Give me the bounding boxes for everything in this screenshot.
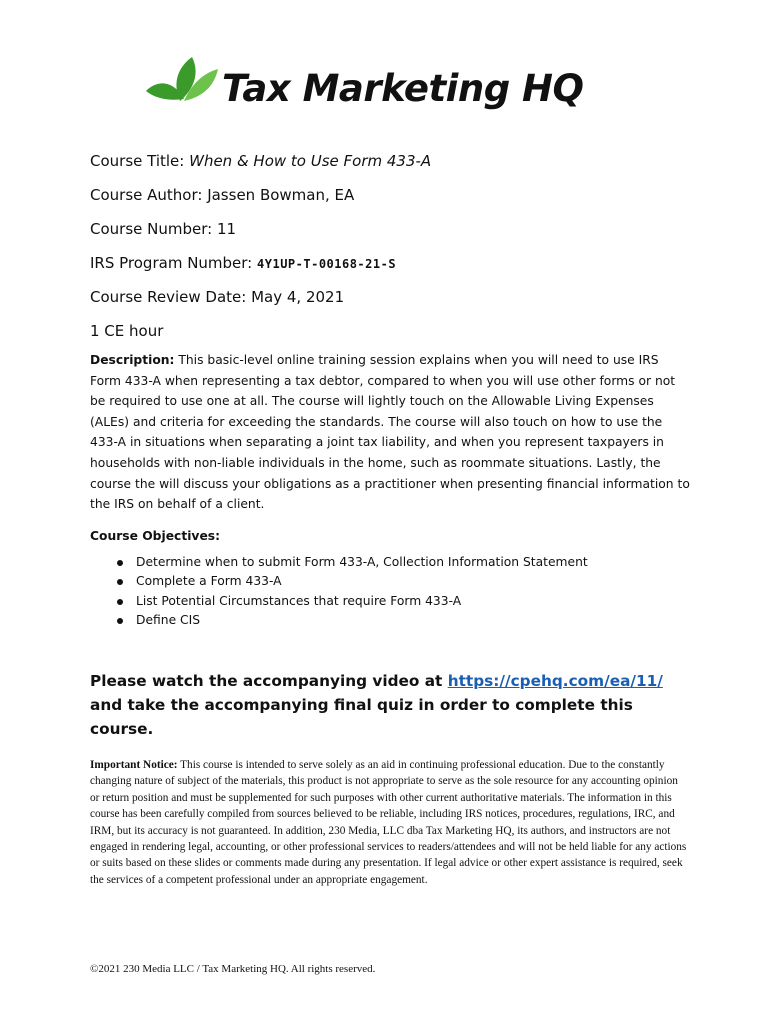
course-info: [90, 150, 690, 741]
description: [90, 350, 690, 515]
call-to-action: [90, 669, 690, 741]
description-text: This basic-level online training session explains when you will need to use IRS Form 433-A when representing a tax debtor, compared to when you will use other forms or not be required to use one at all. The course will lightly touch on the Allowable Living Expenses (ALEs) and criteria for exceeding the standards. The course will also touch on how to use the 433-A in situations when separating a joint tax liability, and when you represent taxpayers in households with non-liable individuals in the home, such as roommate situations. Lastly, the course the will discuss your obligations as a practitioner when presenting financial information to the IRS on behalf of a client.: [90, 353, 690, 512]
list-item: List Potential Circumstances that require Form 433-A: [136, 592, 690, 612]
logo: [140, 50, 640, 120]
notice-text: This course is intended to serve solely as an aid in continuing professional education. Due to the constantly changing nature of subject of the materials, this product is not appropriate to serve as the sole resource for any accounting opinion or return position and must be supplemented for such purposes with other current authoritative materials. The information in this course has been carefully compiled from sources believed to be reliable, including IRS notices, procedures, regulations, IRC, and IRM, but its accuracy is not guaranteed. In addition, 230 Media, LLC dba Tax Marketing HQ, its authors, and instructors are not engaged in rendering legal, accounting, or other professional services to readers/attendees and will not be held liable for any actions or suits based on these slides or comments made during any presentation. If legal advice or other expert assistance is required, seek the services of a competent professional under an appropriate engagement.: [90, 759, 687, 886]
copyright-footer: ©2021 230 Media LLC / Tax Marketing HQ. All rights reserved.: [90, 963, 376, 975]
list-item: Define CIS: [136, 611, 690, 631]
leaf-logo-icon: [140, 55, 220, 115]
description-label: Description:: [90, 353, 175, 367]
cta-text-before: Please watch the accompanying video at: [90, 671, 448, 690]
video-link[interactable]: https://cpehq.com/ea/11/: [447, 671, 663, 690]
logo-text: Tax Marketing HQ: [222, 66, 584, 110]
objectives-list: [90, 553, 690, 631]
notice-label: Important Notice:: [90, 759, 178, 771]
irs-program-number: [90, 252, 690, 286]
course-title-label: Course Title:: [90, 152, 190, 170]
cta-text-after: and take the accompanying final quiz in order to complete this course.: [90, 695, 633, 738]
irs-program-value: 4Y1UP-T-00168-21-S: [257, 257, 397, 271]
course-author: Course Author: Jassen Bowman, EA: [90, 186, 355, 204]
list-item: Determine when to submit Form 433-A, Collection Information Statement: [136, 553, 690, 573]
ce-hours: 1 CE hour: [90, 322, 164, 340]
list-item: Complete a Form 433-A: [136, 572, 690, 592]
course-review-date: Course Review Date: May 4, 2021: [90, 288, 345, 306]
important-notice: [90, 757, 690, 888]
irs-program-label: IRS Program Number:: [90, 254, 258, 272]
course-title-value: When & How to Use Form 433-A: [189, 152, 432, 170]
objectives-heading: Course Objectives:: [90, 528, 221, 543]
course-number: Course Number: 11: [90, 220, 237, 238]
course-title: [90, 150, 690, 184]
